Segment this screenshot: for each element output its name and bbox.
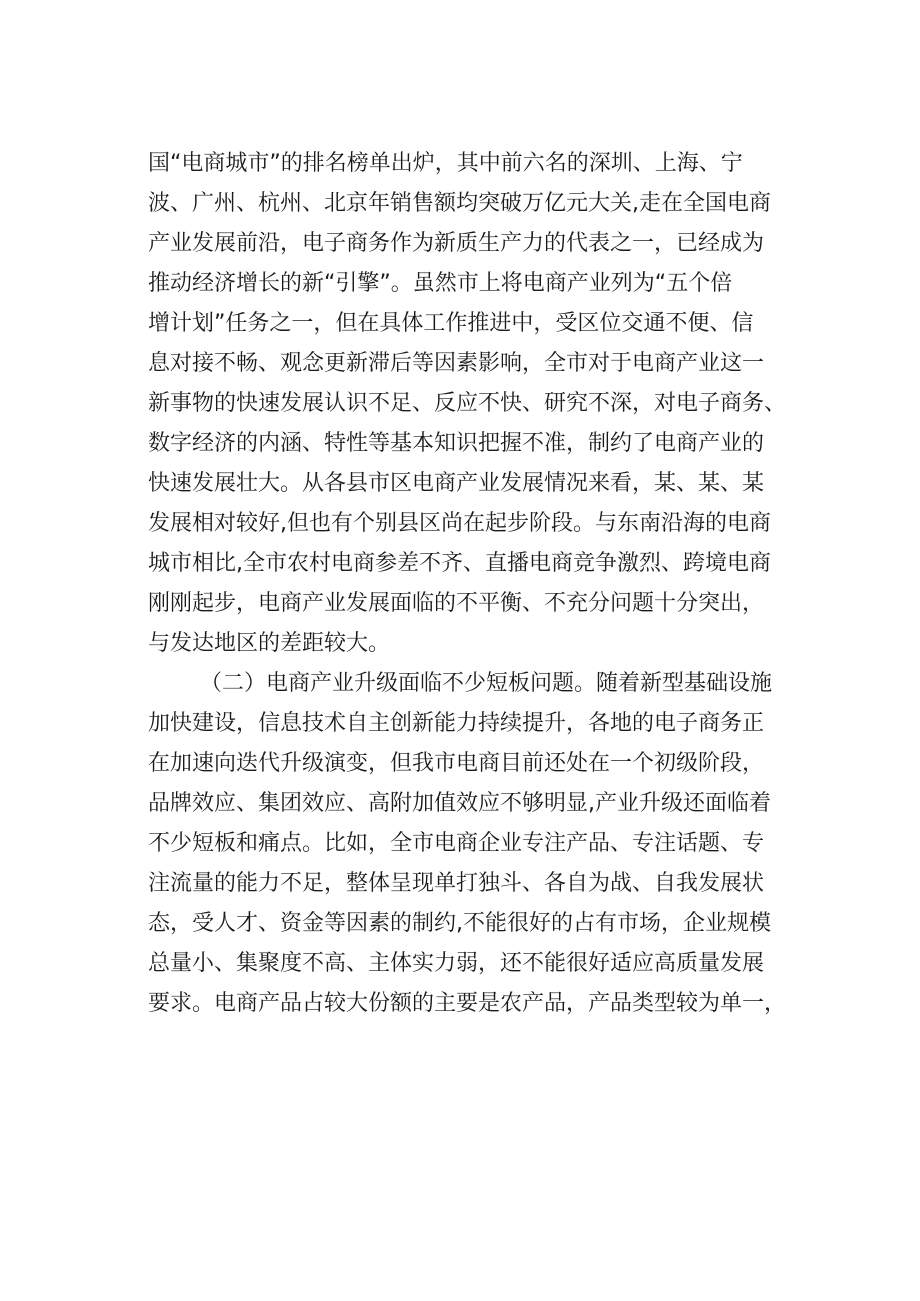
paragraph-2-line: 品牌效应、集团效应、高附加值效应不够明显,产业升级还面临着: [148, 791, 771, 816]
paragraph-2-line: 在加速向迭代升级演变，但我市电商目前还处在一个初级阶段，: [148, 751, 765, 776]
paragraph-1-line: 刚刚起步，电商产业发展面临的不平衡、不充分问题十分突出，: [148, 591, 765, 616]
paragraph-1-line: 数字经济的内涵、特性等基本知识把握不准，制约了电商产业的: [148, 431, 765, 456]
paragraph-2-line: 要求。电商产品占较大份额的主要是农产品，产品类型较为单一，: [148, 991, 787, 1016]
paragraph-1-line: 与发达地区的差距较大。: [148, 631, 391, 656]
paragraph-2-line: 不少短板和痛点。比如，全市电商企业专注产品、专注话题、专: [148, 831, 765, 856]
paragraph-1-line: 增计划”任务之一，但在具体工作推进中，受区位交通不便、信: [148, 311, 754, 336]
paragraph-2-line: 态，受人才、资金等因素的制约,不能很好的占有市场，企业规模: [148, 911, 771, 936]
paragraph-2-line: 总量小、集聚度不高、主体实力弱，还不能很好适应高质量发展: [148, 951, 765, 976]
paragraph-1-line: 新事物的快速发展认识不足、反应不快、研究不深，对电子商务、: [148, 391, 787, 416]
paragraph-1-line: 波、广州、杭州、北京年销售额均突破万亿元大关,走在全国电商: [148, 191, 771, 216]
paragraph-1-line: 国“电商城市”的排名榜单出炉，其中前六名的深圳、上海、宁: [148, 151, 743, 176]
body-text: [148, 144, 808, 1024]
paragraph-2-line: 注流量的能力不足，整体呈现单打独斗、各自为战、自我发展状: [148, 871, 765, 896]
paragraph-1-line: 发展相对较好,但也有个别县区尚在起步阶段。与东南沿海的电商: [148, 511, 771, 536]
paragraph-1-line: 城市相比,全市农村电商参差不齐、直播电商竞争激烈、跨境电商: [148, 551, 771, 576]
paragraph-1-line: 推动经济增长的新“引擎”。虽然市上将电商产业列为“五个倍: [148, 271, 733, 296]
paragraph-1-line: 快速发展壮大。从各县市区电商产业发展情况来看，某、某、某: [148, 471, 765, 496]
paragraph-1-line: 息对接不畅、观念更新滞后等因素影响，全市对于电商产业这一: [148, 351, 765, 376]
paragraph-1-line: 产业发展前沿，电子商务作为新质生产力的代表之一，已经成为: [148, 231, 765, 256]
paragraph-2-line: 加快建设，信息技术自主创新能力持续提升，各地的电子商务正: [148, 711, 765, 736]
paragraph-2-line: （二）电商产业升级面临不少短板问题。随着新型基础设施: [200, 671, 773, 696]
